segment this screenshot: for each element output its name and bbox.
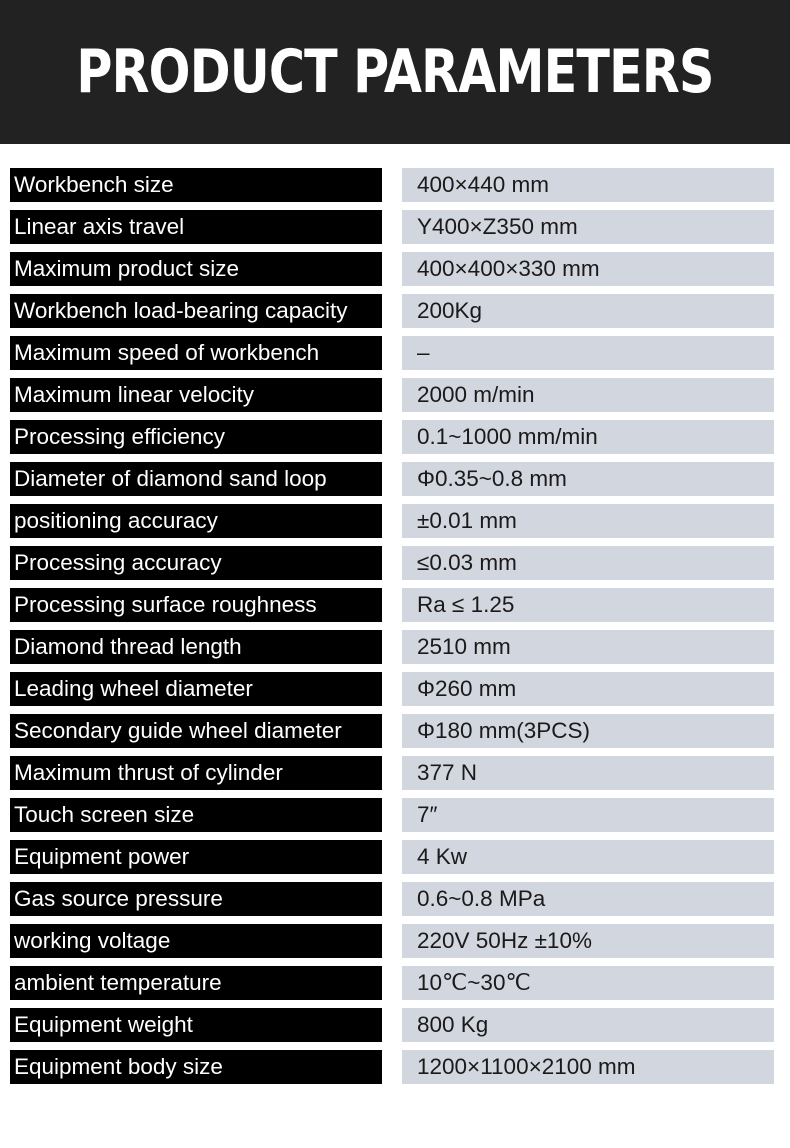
parameter-value: 4 Kw	[402, 840, 774, 874]
parameter-label: Touch screen size	[10, 798, 382, 832]
parameter-value: 400×440 mm	[402, 168, 774, 202]
table-row	[0, 588, 790, 630]
parameter-label: Secondary guide wheel diameter	[10, 714, 382, 748]
parameter-value: –	[402, 336, 774, 370]
table-row	[0, 252, 790, 294]
parameter-value: Φ180 mm(3PCS)	[402, 714, 774, 748]
table-row	[0, 420, 790, 462]
table-row	[0, 966, 790, 1008]
table-row	[0, 798, 790, 840]
table-row	[0, 1008, 790, 1050]
table-row	[0, 462, 790, 504]
parameter-label: Equipment body size	[10, 1050, 382, 1084]
parameter-label: Equipment power	[10, 840, 382, 874]
table-row	[0, 756, 790, 798]
parameter-label: Workbench size	[10, 168, 382, 202]
table-row	[0, 336, 790, 378]
parameter-value: Φ0.35~0.8 mm	[402, 462, 774, 496]
table-row	[0, 840, 790, 882]
table-row	[0, 924, 790, 966]
parameter-label: ambient temperature	[10, 966, 382, 1000]
parameter-label: Processing surface roughness	[10, 588, 382, 622]
parameter-label: Gas source pressure	[10, 882, 382, 916]
table-row	[0, 672, 790, 714]
parameter-label: Linear axis travel	[10, 210, 382, 244]
parameters-table	[0, 168, 790, 1092]
parameter-label: Processing accuracy	[10, 546, 382, 580]
parameter-label: Workbench load-bearing capacity	[10, 294, 382, 328]
parameter-value: 2510 mm	[402, 630, 774, 664]
parameter-label: Equipment weight	[10, 1008, 382, 1042]
parameter-value: ±0.01 mm	[402, 504, 774, 538]
parameter-value: 220V 50Hz ±10%	[402, 924, 774, 958]
parameter-label: Maximum product size	[10, 252, 382, 286]
parameter-value: ≤0.03 mm	[402, 546, 774, 580]
table-row	[0, 504, 790, 546]
parameter-value: 1200×1100×2100 mm	[402, 1050, 774, 1084]
table-row	[0, 882, 790, 924]
parameter-value: Ra ≤ 1.25	[402, 588, 774, 622]
parameter-value: 7″	[402, 798, 774, 832]
parameter-label: working voltage	[10, 924, 382, 958]
parameter-label: Maximum thrust of cylinder	[10, 756, 382, 790]
table-row	[0, 630, 790, 672]
parameter-value: Y400×Z350 mm	[402, 210, 774, 244]
parameter-value: 2000 m/min	[402, 378, 774, 412]
parameter-value: Φ260 mm	[402, 672, 774, 706]
parameter-value: 0.6~0.8 MPa	[402, 882, 774, 916]
table-row	[0, 1050, 790, 1092]
table-row	[0, 168, 790, 210]
parameter-value: 377 N	[402, 756, 774, 790]
parameter-value: 800 Kg	[402, 1008, 774, 1042]
page-title: PRODUCT PARAMETERS	[76, 37, 714, 107]
parameter-label: Diameter of diamond sand loop	[10, 462, 382, 496]
parameter-label: Processing efficiency	[10, 420, 382, 454]
parameter-value: 10℃~30℃	[402, 966, 774, 1000]
parameter-label: Maximum linear velocity	[10, 378, 382, 412]
parameter-value: 0.1~1000 mm/min	[402, 420, 774, 454]
parameter-label: Leading wheel diameter	[10, 672, 382, 706]
parameter-label: positioning accuracy	[10, 504, 382, 538]
table-row	[0, 294, 790, 336]
parameter-label: Maximum speed of workbench	[10, 336, 382, 370]
table-row	[0, 714, 790, 756]
parameter-value: 200Kg	[402, 294, 774, 328]
parameter-label: Diamond thread length	[10, 630, 382, 664]
table-row	[0, 546, 790, 588]
table-row	[0, 378, 790, 420]
table-row	[0, 210, 790, 252]
header-banner	[0, 0, 790, 144]
parameter-value: 400×400×330 mm	[402, 252, 774, 286]
